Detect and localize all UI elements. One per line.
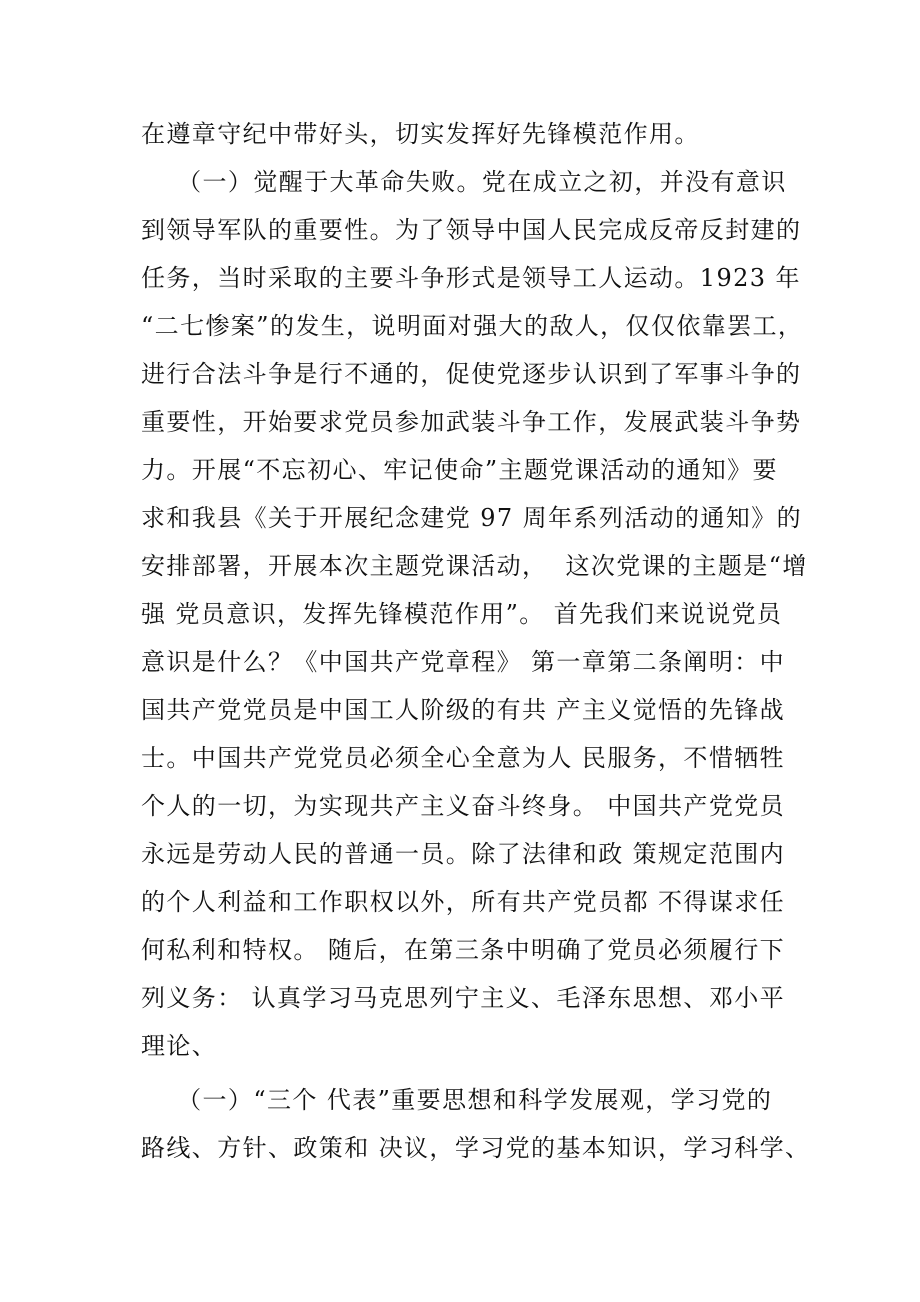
document-body <box>141 110 811 1162</box>
text-line: 在遵章守纪中带好头，切实发挥好先锋模范作用。 <box>141 120 700 148</box>
text-line: 国共产党党员是中国工人阶级的有共 产主义觉悟的先锋战 <box>141 696 786 724</box>
text-line: 理论、 <box>141 1032 218 1060</box>
text-line: 个人的一切，为实现共产主义奋斗终身。 中国共产党党员 <box>141 792 786 820</box>
text-line: 到领导军队的重要性。为了领导中国人民完成反帝反封建的 <box>141 216 802 244</box>
text-line: 永远是劳动人民的普通一员。除了法律和政 策规定范围内 <box>141 840 786 868</box>
text-line: 强 党员意识，发挥先锋模范作用”。 首先我们来说说党员 <box>141 600 783 628</box>
text-line: 意识是什么？《中国共产党章程》 第一章第二条阐明：中 <box>141 648 786 676</box>
text-line: 何私利和特权。 随后，在第三条中明确了党员必须履行下 <box>141 936 786 964</box>
text-line: 安排部署，开展本次主题党课活动， 这次党课的主题是“增 <box>141 552 808 580</box>
text-line: 士。中国共产党党员必须全心全意为人 民服务，不惜牺牲 <box>141 744 786 772</box>
text-line: （一）“三个 代表”重要思想和科学发展观，学习党的 <box>141 1086 773 1114</box>
text-line: “二七惨案”的发生，说明面对强大的敌人，仅仅依靠罢工， <box>141 312 804 340</box>
text-line: 的个人利益和工作职权以外，所有共产党员都 不得谋求任 <box>141 888 786 916</box>
text-line: （一）觉醒于大革命失败。党在成立之初，并没有意识 <box>141 168 787 196</box>
text-line: 求和我县《关于开展纪念建党 97 周年系列活动的通知》的 <box>141 504 802 532</box>
text-line: 路线、方针、政策和 决议，学习党的基本知识，学习科学、 <box>141 1134 811 1162</box>
text-line: 重要性，开始要求党员参加武装斗争工作，发展武装斗争势 <box>141 408 802 436</box>
text-line: 力。开展“不忘初心、牢记使命”主题党课活动的通知》要 <box>141 456 778 484</box>
text-line: 列义务： 认真学习马克思列宁主义、毛泽东思想、邓小平 <box>141 984 786 1012</box>
text-line: 任务，当时采取的主要斗争形式是领导工人运动。1923 年 <box>141 264 801 292</box>
text-line: 进行合法斗争是行不通的，促使党逐步认识到了军事斗争的 <box>141 360 802 388</box>
